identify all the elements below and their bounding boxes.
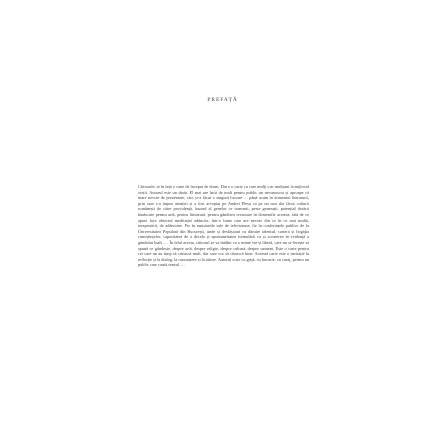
body-text-block <box>138 184 309 362</box>
page-title: PREFAȚĂ <box>207 98 238 103</box>
body-paragraph: Cititorule, ai în față o carte de început de drum. Dar e o carte cu care mulți s-ar mulțumi la mijlocul vieții. Autorul este un tânăr. El mai are încă de mult pentru public un necunoscut și aproape că mare nevoie de prezentare, căci și-a făcut o singură lucrare … până acum în domeniul literaturii, prin care s-a impus atenției și a fost acceptat pe Andrei Pleșu ca pe un nou dar făcut culturii românești de către providență, hazard al genelor ce transmit, peste generații, potențial dotării înnăscute pentru artă, pentru literatură, pentru gândirea creatoare în domeniile acestea, iată de ce apare face obiectul meditației adâncite, într-o lume care are nevoie din ce în ce mai multă, terapeutică, de adâncime. Fie în emisiunile sale de televiziune, fie în conferințele publice de la Universitatea Populară din București, unde și desfășoară cu dăruire talentul, cariera și bogăția cunoștințelor, capacitatea de a decela și spontaneitatea formulării ca și scoaterea în evidență a gândului înalt ... . În felul acesta, cititorul se va întâlni cu o minte vie și liberă, care nu se ferește să spună ce gândește, despre artă, despre religie, despre cultură, despre oameni. Este o carte pentru cei care nu au timp să citească mult, dar care vor să citească bine. Această carte este o invitație la reflecție și la dialog, la cunoaștere și la iubire. Autorul scrie cu grijă, cu bucurie, cu curaj, pentru un public care caută sensul ... . <box>138 184 309 268</box>
